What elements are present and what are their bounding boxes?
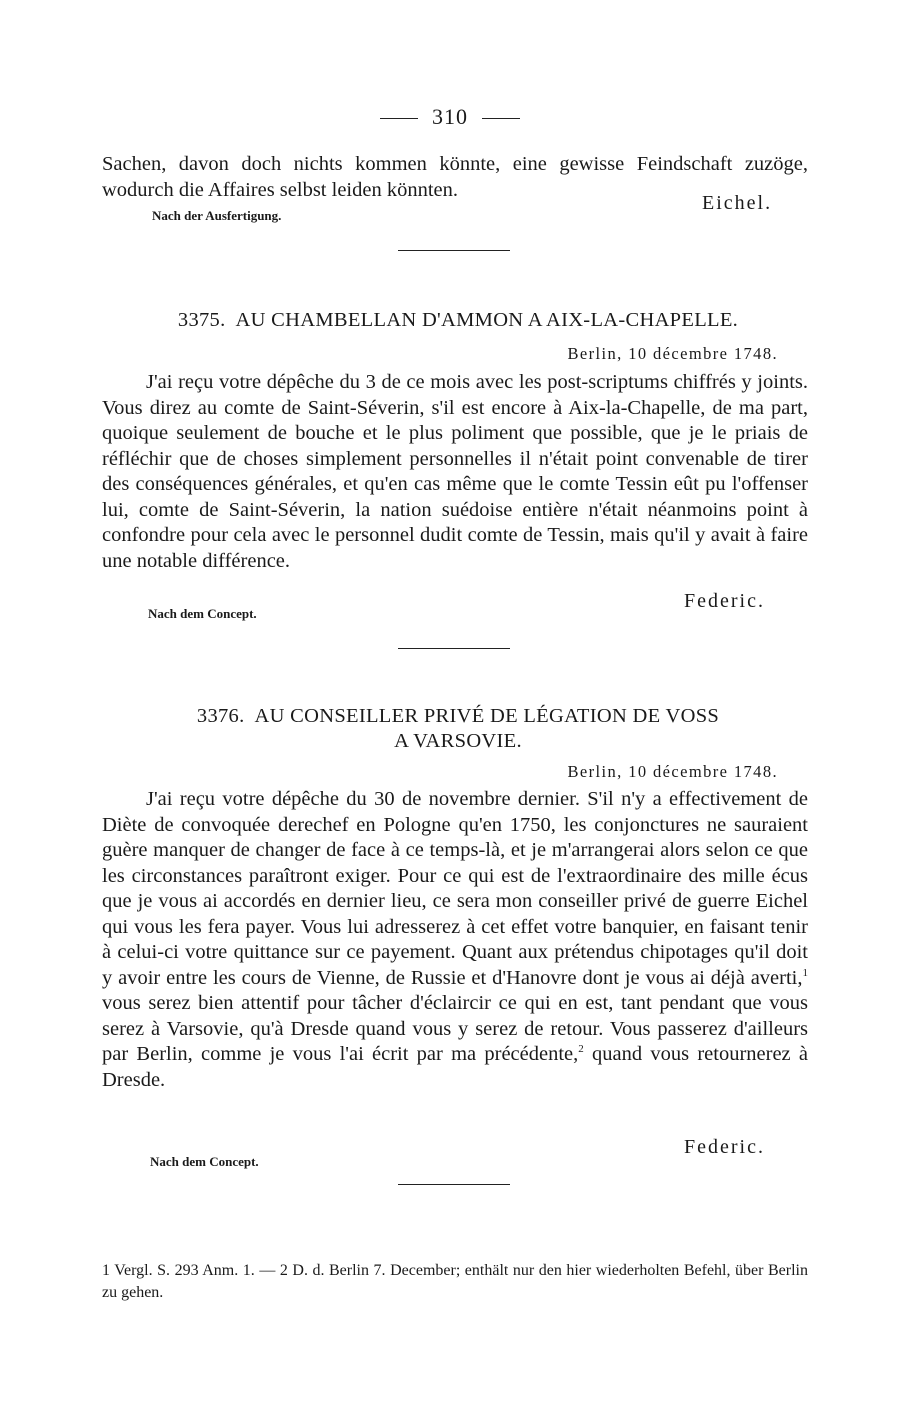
page-number: 310 (0, 104, 900, 130)
letter-3375-body: J'ai reçu votre dépêche du 3 de ce mois avec les post-scriptums chiffrés y joints. Vous direz au comte de Saint-Séverin, s'il est encore à Aix-la-Chapelle, de ma part, quoique seulement de bouche et le plus poliment que possible, que je le priais de réfléchir que de choses simplement personnelles il n'était point convenable de tirer des conséquences générales, et qu'en cas même que le comte Tessin eût pu l'offenser lui, comte de Saint-Séverin, la nation suédoise entière n'était néanmoins point à confondre pour cela avec le personnel dudit comte de Tessin, mais qu'il y avait à faire une notable différence. (102, 371, 808, 572)
footnote-ref-1: 1 (802, 966, 808, 979)
footnote-ref-2: 2 (578, 1043, 584, 1056)
letter-3375-dateline: Berlin, 10 décembre 1748. (567, 344, 778, 363)
letter-3376-signature: Federic. (684, 1136, 765, 1158)
letter-3376-heading (118, 704, 798, 754)
letter-3375-number: 3375. (177, 309, 226, 331)
letter-3376-body: J'ai reçu votre dépêche du 30 de novembre dernier. S'il n'y a effectivement de Diète de convoquée derechef en Pologne qu'en 1750, les conjonctures ne sauraient guère manquer de changer de face à ce temps-là, et je m'arrangerai alors selon ce que les circonstances paraîtront exiger. Pour ce qui est de l'extraordinaire des mille écus que je vous ai accordés en dernier lieu, ce sera mon conseiller privé de guerre Eichel qui vous les fera payer. Vous lui adresserez à cet effet votre banquier, en faisant tenir à celui-ci votre quittance sur ce payement. Quant aux prétendus chipotages qu'il doit y avoir entre les cours de Vienne, de Russie et d'Hanovre dont je vous ai déjà averti,$^1$ vous serez bien attentif pour tâcher d'éclaircir ce qui en est, tant pendant que vous serez à Varsovie, qu'à Dresde quand vous y serez de retour. Vous passerez d'ailleurs par Berlin, comme je vous l'ai écrit par ma précédente,$^2$ quand vous retournerez à Dresde. (102, 788, 808, 1091)
continuation-signature: Eichel. (702, 192, 773, 214)
continuation-source: Nach der Ausfertigung. (152, 208, 282, 223)
footnotes: 1 Vergl. S. 293 Anm. 1. — 2 D. d. Berlin 7. December; enthält nur den hier wiederholten Befehl, über Berlin zu gehen. (102, 1262, 808, 1301)
letter-3375-title: AU CHAMBELLAN D'AMMON A AIX-LA-CHAPELLE. (235, 309, 739, 331)
letter-3376-title-line2: A VARSOVIE. (394, 730, 522, 752)
letter-3376-number: 3376. (196, 705, 245, 727)
continuation-paragraph: Sachen, davon doch nichts kommen könnte, eine gewisse Feindschaft zuzöge, wodurch die Affaires selbst leiden könnten. (102, 153, 808, 201)
section-divider (398, 1184, 510, 1185)
section-divider (398, 250, 510, 251)
page-number-dash-right (482, 118, 520, 119)
letter-3375-heading (118, 308, 798, 333)
letter-3376-title-line1: AU CONSEILLER PRIVÉ DE LÉGATION DE VOSS (254, 705, 720, 727)
letter-3376-source: Nach dem Concept. (150, 1154, 259, 1169)
letter-3375-source: Nach dem Concept. (148, 606, 257, 621)
page-number-dash-left (380, 118, 418, 119)
letter-3375-signature: Federic. (684, 590, 765, 612)
letter-3376-dateline: Berlin, 10 décembre 1748. (567, 762, 778, 781)
section-divider (398, 648, 510, 649)
